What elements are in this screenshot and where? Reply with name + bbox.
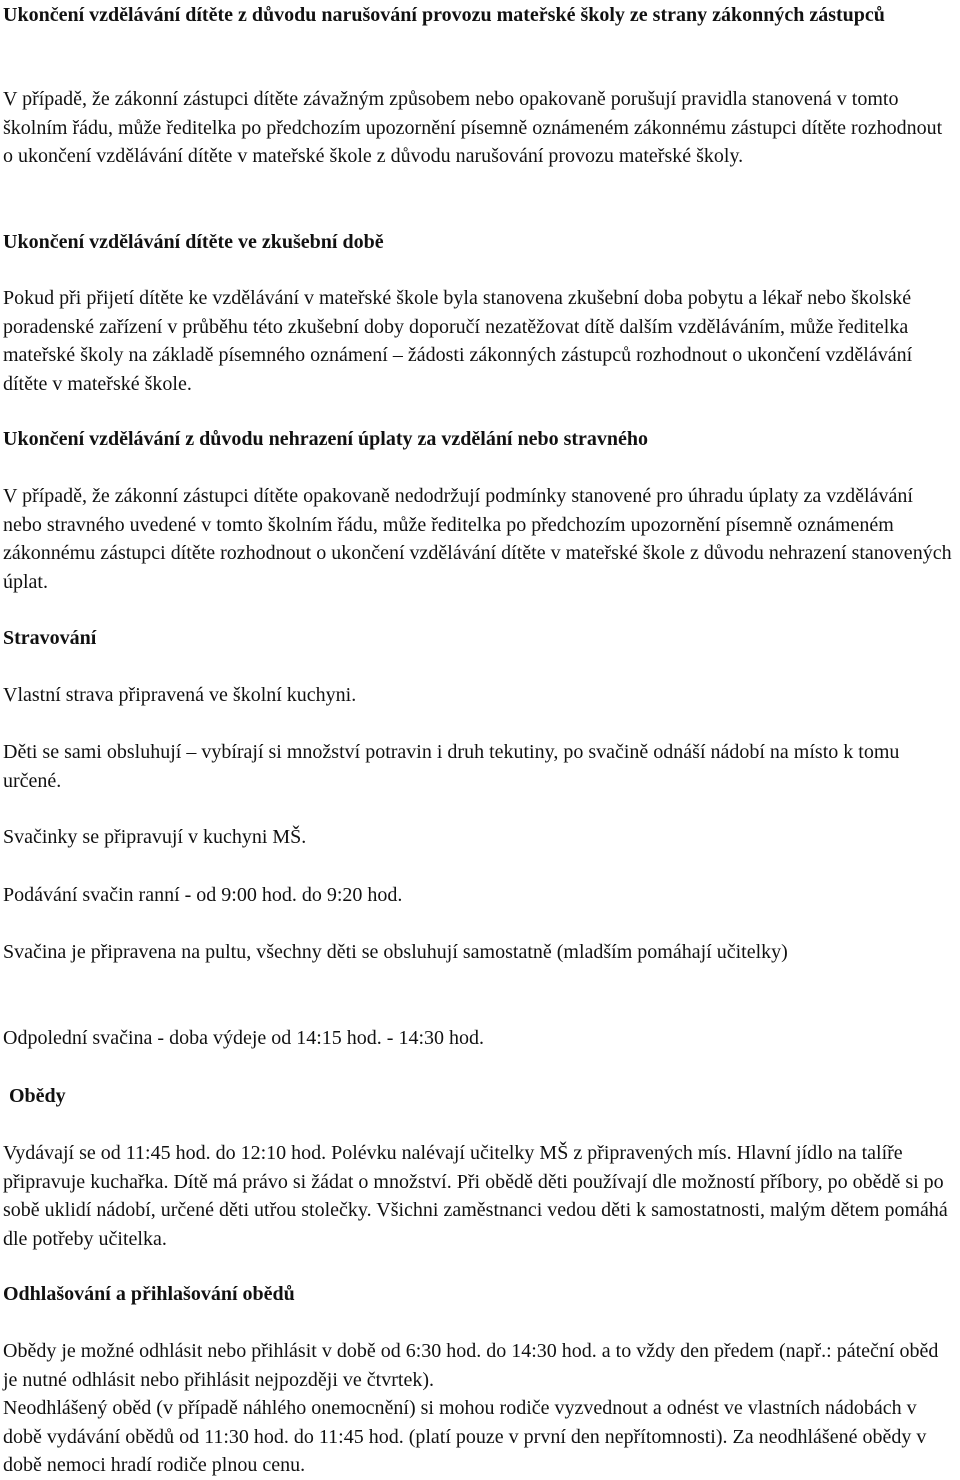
- heading-termination-payment: Ukončení vzdělávání z důvodu nehrazení úplaty za vzdělání nebo stravného: [3, 428, 649, 450]
- heading-catering: Stravování: [3, 627, 97, 649]
- heading-lunches: Obědy: [9, 1085, 66, 1107]
- paragraph-lunch-unclaimed: Neodhlášený oběd (v případě náhlého onemocnění) si mohou rodiče vyzvednout a odnést ve vlastních nádobách v době vydávání obědů od 11:30 hod. do 11:45 hod. (platí pouze v první den nepřítomnosti). Za neodhlášené obědy v době nemoci hradí rodiče plnou cenu.: [3, 1397, 927, 1476]
- paragraph-catering-self-service: Děti se sami obsluhují – vybírají si množství potravin i druh tekutiny, po svačině odnáší nádobí na místo k tomu určené.: [3, 741, 900, 792]
- paragraph-catering-afternoon-snack: Odpolední svačina - doba výdeje od 14:15 hod. - 14:30 hod.: [3, 1027, 485, 1049]
- paragraph-catering-snack-counter: Svačina je připravena na pultu, všechny děti se obsluhují samostatně (mladším pomáhají učitelky): [3, 941, 788, 963]
- heading-termination-disruption: Ukončení vzdělávání dítěte z důvodu narušování provozu mateřské školy ze strany zákonných zástupců: [3, 4, 885, 26]
- heading-lunch-cancellation: Odhlašování a přihlašování obědů: [3, 1283, 295, 1305]
- paragraph-lunches: Vydávají se od 11:45 hod. do 12:10 hod. Polévku nalévají učitelky MŠ z připravených mís. Hlavní jídlo na talíře připravuje kuchařka. Dítě má právo si žádat o množství. Při obědě děti používají dle možností příbory, po obědě si po sobě uklidí nádobí, určené děti utřou stolečky. Všichni zaměstnanci vedou děti k samostatnosti, malým dětem pomáhá dle potřeby učitelka.: [3, 1142, 948, 1250]
- paragraph-lunch-cancellation-times: Obědy je možné odhlásit nebo přihlásit v době od 6:30 hod. do 14:30 hod. a to vždy den předem (např.: páteční oběd je nutné odhlásit nebo přihlásit nejpozději ve čtvrtek).: [3, 1340, 939, 1391]
- heading-termination-trial: Ukončení vzdělávání dítěte ve zkušební době: [3, 231, 384, 253]
- paragraph-termination-trial: Pokud při přijetí dítěte ke vzdělávání v mateřské škole byla stanovena zkušební doba pobytu a lékař nebo školské poradenské zařízení v průběhu této zkušební doby doporučí nezatěžovat dítě dalším vzděláváním, může ředitelka mateřské školy na základě písemného oznámení – žádosti zákonných zástupců rozhodnout o ukončení vzdělávání dítěte v mateřské škole.: [3, 287, 913, 395]
- paragraph-catering-snacks: Svačinky se připravují v kuchyni MŠ.: [3, 826, 307, 848]
- paragraph-termination-payment: V případě, že zákonní zástupci dítěte opakovaně nedodržují podmínky stanovené pro úhradu úplaty za vzdělávání nebo stravného uvedené v tomto školním řádu, může ředitelka po předchozím upozornění písemně oznámeném zákonnému zástupci dítěte rozhodnout o ukončení vzdělávání dítěte v mateřské škole z důvodu nehrazení stanovených úplat.: [3, 485, 952, 593]
- paragraph-catering-own-food: Vlastní strava připravená ve školní kuchyni.: [3, 684, 357, 706]
- paragraph-catering-morning-snack: Podávání svačin ranní - od 9:00 hod. do 9:20 hod.: [3, 884, 403, 906]
- paragraph-termination-disruption: V případě, že zákonní zástupci dítěte závažným způsobem nebo opakovaně porušují pravidla stanovená v tomto školním řádu, může ředitelka po předchozím upozornění písemně oznámeném zákonnému zástupci dítěte rozhodnout o ukončení vzdělávání dítěte v mateřské škole z důvodu narušování provozu mateřské školy.: [3, 88, 943, 167]
